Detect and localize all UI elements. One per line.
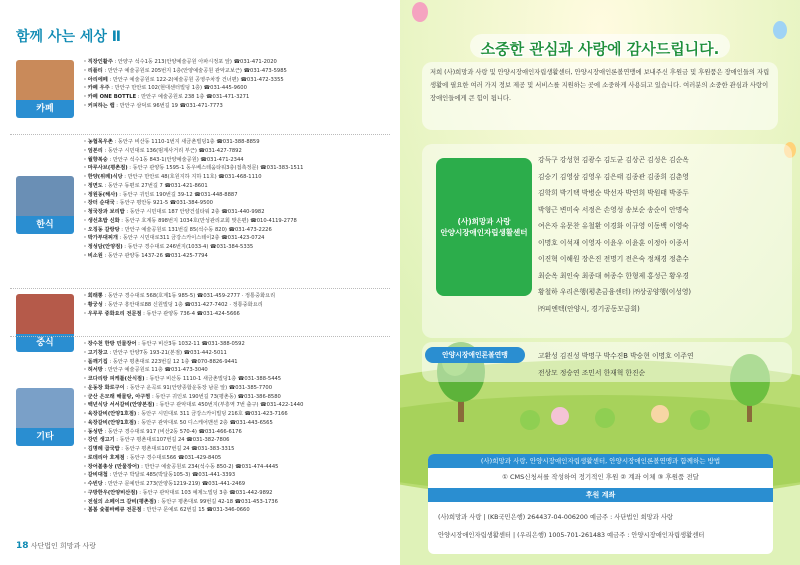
shop-name: · 정면도 [84,182,103,189]
section-label: 기타 [16,428,74,446]
shop-detail: : 만안구 예술공원로 131번길 85(석수동 820) ☎031-473-2226 [119,226,272,233]
shop-detail: : 만안구 예술공원로 234(석수동 850-2) ☎031-474-4445 [139,463,279,470]
shop-entry [84,506,395,515]
shop-name: · 카페 ONE BOTTLE [84,94,137,100]
donor-line: 이진혁 이해원 장은진 전명기 전은숙 정채경 정춘수 [538,255,689,263]
shop-detail: : 동안구 호계동 898번지 1034호(만성관리교회 맞은편) ☎010-4119-2778 [119,217,297,224]
shop-entry [84,454,395,463]
group1-label-1: (사)희망과 사랑 [457,217,511,226]
shop-name: · 봄봄 숯불바베큐 전문점 [84,507,142,514]
shop-detail: : 동안구 시민대로 311 금강스카이빌딩 216호 ☎031-423-7166 [136,411,288,417]
donor-line: 여은자 유문찬 유철환 이경화 이규영 이동백 이영숙 [538,222,689,230]
donor-line: 박형근 변미숙 서정은 손영성 송보순 송순이 안명숙 [538,205,689,214]
shop-detail: : 안양구 석수1동 213(안양예술공원 아파시정포 앞) ☎031-471-2020 [112,59,277,65]
shop-detail: : 동안구 경수대로566 ☎031-429-8405 [124,454,222,461]
shop-name: · 비소원 [84,252,103,259]
shop-detail: : 동안구 평안동 921-5 ☎031-384-9500 [114,200,213,207]
shop-entry [84,384,395,393]
shop-entry [84,67,395,76]
shop-entry [84,164,395,173]
shop-detail: : 동안구 흥안대로88 신원빌딩 1층 ☎031-427-7402 · 정통중화요리 [102,301,263,308]
shop-entry [84,463,395,472]
donor-line: 이명호 이석재 이영자 이윤우 이윤훈 이정아 이종서 [538,238,689,247]
shop-list [84,58,395,111]
shop-name: · 생선초밥 신화 [84,217,120,224]
shop-entry [84,217,395,226]
shop-detail: : 만안구 예술공원로 122-2(예술공원 공영주차장 건너편) ☎031-472-3355 [107,76,284,83]
shop-entry [84,393,395,402]
account-2: 안양시장애인자립생활센터 | (우리은행) 1005-701-261483 예금주 : 안양시장애인자립생활센터 [438,532,705,539]
donor-line: ㈜피엔텍(안양시, 경기공동모금회) [538,304,640,313]
shop-name: · 장수천 한방 민물장어 [84,341,137,347]
account-bar: 후원 계좌 [428,488,773,502]
shop-detail: : 동안구 관악대로 103 예제노빌딩 3층 ☎031-442-9892 [137,489,273,496]
support-box [428,454,773,554]
support-methods-bar: (사)희망과 사랑, 안양시장애인자립생활센터, 안양시장애인론볼연맹과 함께하는 방법 [428,454,773,468]
shop-name: · 황궁성 [84,301,103,308]
shop-entry [84,226,395,235]
shop-entry [84,147,395,156]
donor-list-group2 [538,348,793,382]
shop-detail: : 동안구 비산동 1110-1번지 새금촌빌딩1층 ☎031-388-8859 [112,139,260,145]
section-image [16,294,74,352]
shop-entry [84,182,395,191]
section-image [16,60,74,118]
shop-entry [84,489,395,498]
shop-entry [84,76,395,85]
page-number: 18 [16,541,29,551]
shop-detail: : 동안구 동편로 27번길 7 ☎031-421-8601 [102,182,208,189]
shop-name: · 아리에떼 [84,76,108,83]
shop-detail: : 만안구 삼덕로 96번길 19 ☎031-471-7773 [114,102,223,109]
section-divider [10,134,390,135]
shop-entry [84,301,395,310]
donor-list-group1 [538,152,783,317]
account-1: (사)희망과 사랑 | (KB국민은행) 264437-04-006200 예금주 : 사단법인 희망과 사랑 [438,514,673,521]
shop-detail: : 동안구 귀인로 190번길 73(평촌동) ☎031-386-8580 [150,393,281,400]
shop-name: · 오징동 갈랑탕 [84,226,120,233]
section-label: 한식 [16,216,74,234]
shop-name: · 마루사브(평촌점) [84,165,128,172]
shop-name: · 육장갈비(안양1호점) [84,419,137,426]
shop-entry [84,471,395,480]
shop-name: · 수빈당 [84,481,103,487]
shop-name: · 농협목우촌 [84,139,113,145]
shop-name: · 우루루 중화요리 전문점 [84,310,142,317]
shop-name: · 정성담(안양점) [84,244,123,250]
shop-detail: : 동안구 평촌대로 99번길 42-18 ☎031-453-1736 [156,498,278,505]
shop-name: · 정원동(해사) [84,191,118,198]
shop-detail: : 만안구 만안로 48(호원지하 지하 11호) ☎031-468-1110 [122,174,262,180]
shop-name: · 동성반 [84,428,103,435]
shop-list [84,138,395,261]
shop-name: · 군산 은모래 해물탕, 아구찜 [84,393,151,400]
storefront-picture [16,176,74,216]
donor-line: 김승기 김영삼 김영우 김은태 김종관 김종희 김춘영 [538,172,689,181]
page-footer [16,541,96,551]
shop-entry [84,366,395,375]
shop-detail: : 만안구 예술공원로 238 1층 ☎031-471-3271 [136,94,250,100]
shop-entry [84,173,395,182]
shop-name: · 백년식당 서서갈비(안양본점) [84,402,155,409]
right-page [400,0,800,565]
shop-detail: : 만안구 석수1동 843-1(안양예술공원) ☎031-471-2344 [107,156,244,163]
shop-name: · 고기창고 [84,349,108,356]
shop-name: · 로데리아 호계점 [84,454,125,461]
shop-name: · 리플티 [84,67,103,74]
shop-name: · 카페 우주 [84,85,110,92]
section-image [16,388,74,446]
shop-detail: : 동안구 운곡로 91(안양종합운동장 남문 앞) ☎031-385-7700 [124,384,272,391]
shop-name: · 장터 순대국 [84,200,115,207]
storefront-picture [16,60,74,100]
page-title: 함께 사는 세상 Ⅱ [16,29,121,45]
shop-name: · 월향복숭 [84,156,108,163]
storefront-picture [16,388,74,428]
shop-entry [84,375,395,384]
shop-name: · 전설의 소떼이크 갈비(평촌점) [84,498,157,505]
shop-list [84,292,395,318]
shop-detail: : 동안구 평촌대로107번길 24 ☎031-383-3315 [119,446,235,452]
support-options: ① CMS신청서를 작성하여 정기적인 후원 ② 계좌 이체 ③ 후원품 전달 [502,473,699,481]
shop-name: · 구방한우(안양비산점) [84,489,138,496]
shop-name: · 한양(위례)식당 [84,174,123,180]
shop-entry [84,191,395,200]
shop-detail: : 동안구 관양동 736-4 ☎031-424-5666 [141,310,240,317]
shop-detail: : 동안구 귀인로 190번길 39-12 ☎031-448-8887 [117,191,238,198]
shop-detail: : 동안구 경수대로 246번지(1033-4) ☎031-384-5335 [122,244,254,250]
thanks-title: 소중한 관심과 사랑에 감사드립니다. [480,40,720,58]
shop-detail: : 동안구 경수대로 917 (비산2동 570-4) ☎031-466-6176 [102,428,242,435]
shop-name: · 커피하는 랩 [84,102,115,109]
donor-line: 전상모 정승연 조민서 한재혁 한진순 [538,369,646,377]
shop-detail: : 동안구 관악대로 450번지(부흥역 7번 출구) ☎031-422-1440 [154,402,304,409]
shop-entry [84,436,395,445]
shop-list [84,340,395,515]
shop-entry [84,410,395,419]
shop-entry [84,445,395,454]
shop-detail: : 만안구 예술공원로 11층 ☎031-473-3040 [102,367,208,374]
shop-entry [84,498,395,507]
shop-detail: : 만안구 문예로 62번길 15 ☎031-346-0660 [141,507,250,514]
shop-name: · 청국장과 보리밥 [84,209,125,215]
shop-entry [84,234,395,243]
shop-entry [84,102,395,111]
group2-badge: 안양시장애인론볼연맹 [425,347,525,363]
shop-detail: : 동안구 평촌대로107번길 24 ☎031-382-7806 [114,437,230,444]
shop-name: · 장어볼총상 (만물장어) [84,463,140,470]
shop-entry [84,252,395,261]
storefront-picture [16,294,74,334]
section-label: 카페 [16,100,74,118]
shop-detail: : 동안구 관악대로 50 디스케어맨션 2층 ☎031-443-6565 [136,419,273,426]
shop-entry [84,58,395,67]
section-label: 중식 [16,334,74,352]
shop-entry [84,84,395,93]
shop-entry [84,199,395,208]
footer-text: 사단법인 희망과 사랑 [30,542,97,550]
shop-name: · 박가부대찌개 [84,235,118,242]
shop-name: · 강민 생고기 [84,437,115,444]
shop-detail: : 동안구 시민대로311 금강스카이스테이2층 ☎031-423-0724 [117,235,265,242]
shop-detail: : 만안구 안양7동 193-21(본점) ☎031-442-5011 [107,349,227,356]
shop-detail: : 동안구 시민대로 136(범계사거리 부근) ☎031-427-7892 [102,147,242,154]
shop-name: · 운동장 화로구이 [84,384,125,391]
shop-entry [84,358,395,367]
shop-detail: : 만안구 문예안로 273(안양동1219-219) ☎031-441-2469 [102,481,246,487]
section-divider [10,288,390,289]
shop-entry [84,401,395,410]
shop-detail: : 동안구 비산동 1110-1 새금촌빌딩1층 ☎031-388-5445 [144,376,282,382]
shop-detail: : 동안구 경수대로 568(호계1동 985-5) ☎031-459-2777 · 정통중화요리 [102,293,276,299]
shop-entry [84,480,395,489]
shop-name: · 김명례 곱국밥 [84,446,120,452]
shop-entry [84,419,395,428]
donor-line: 최순옥 최인숙 최종대 허종수 한형제 홍성근 황우경 [538,271,689,280]
shop-entry [84,340,395,349]
group1-label-2: 안양시장애인자립생활센터 [440,228,528,237]
shop-entry [84,428,395,437]
shop-entry [84,243,395,252]
shop-entry [84,156,395,165]
shop-entry [84,310,395,319]
shop-entry [84,93,395,102]
shop-name: · 허서방 [84,367,103,374]
shop-detail: : 동안구 평촌대로 223번길 12 1층 ☎070-8826-9441 [107,358,238,365]
shop-name: · 갈비대첩 [84,472,108,479]
shop-detail: : 만안구 예술공원로 205번지 1층(안양예술공원 관악교보근) ☎031-473-5985 [102,67,287,74]
shop-entry [84,138,395,147]
shop-name: · 코다리랑 피케틀(산식점) [84,376,145,382]
shop-entry [84,349,395,358]
shop-name: · 육장갈비(안양1호점) [84,411,137,417]
shop-detail: : 만안구 박달로 485(박달동105-3) ☎031-441-3393 [107,472,236,479]
shop-detail: : 동안구 시민대로 187 안양건설타워 2층 ☎031-440-9982 [124,209,265,215]
shop-name: · 회래뽕 [84,293,103,299]
group1-badge [436,158,532,296]
shop-detail: : 만안구 만안로 102(현대센터빌딩 1층) ☎031-445-9600 [109,85,247,92]
section-divider [10,336,390,337]
shop-name: · 직장인활주 [84,59,113,65]
donor-line: 고환성 김진성 박명구 박수진B 박승현 이명호 이주연 [538,352,694,360]
shop-name: · 엄본리 [84,147,103,154]
shop-name: · 돌깨기집 [84,358,108,365]
shop-entry [84,208,395,217]
shop-detail: : 동안구 관양동 1437-26 ☎031-425-7794 [102,252,208,259]
donor-line: 황철하 우리은행(평촌금융센터) ㈜상공양행(이성영) [538,288,692,296]
shop-detail: : 동안구 비산3동 1032-11 ☎031-388-0592 [136,341,245,347]
donor-line: 김학희 박기택 박병순 박선자 박연희 박원태 박종두 [538,189,689,197]
intro-text: 저희 (사)희망과 사랑 및 안양시장애인자립생활센터, 안양시장애인론볼연맹에 보내주신 후원금 및 후원품은 장애인들의 자립생활에 필요한 여러 가지 정보 제공 및 서비스를 지원하는 곳에 소중하게 사용되고 있습니다. 여러분의 소중한 관심과 사랑이 장애인들에게 큰 힘이 됩니다. [430,69,770,102]
donor-line: 강득구 강성현 김광수 김도균 김상곤 김성은 김순옥 [538,156,689,164]
section-image [16,176,74,234]
shop-detail: : 동안구 관양동 1595-1 동우베스테움타워3층(접촉정문) ☎031-383-1511 [127,165,304,172]
shop-entry [84,292,395,301]
